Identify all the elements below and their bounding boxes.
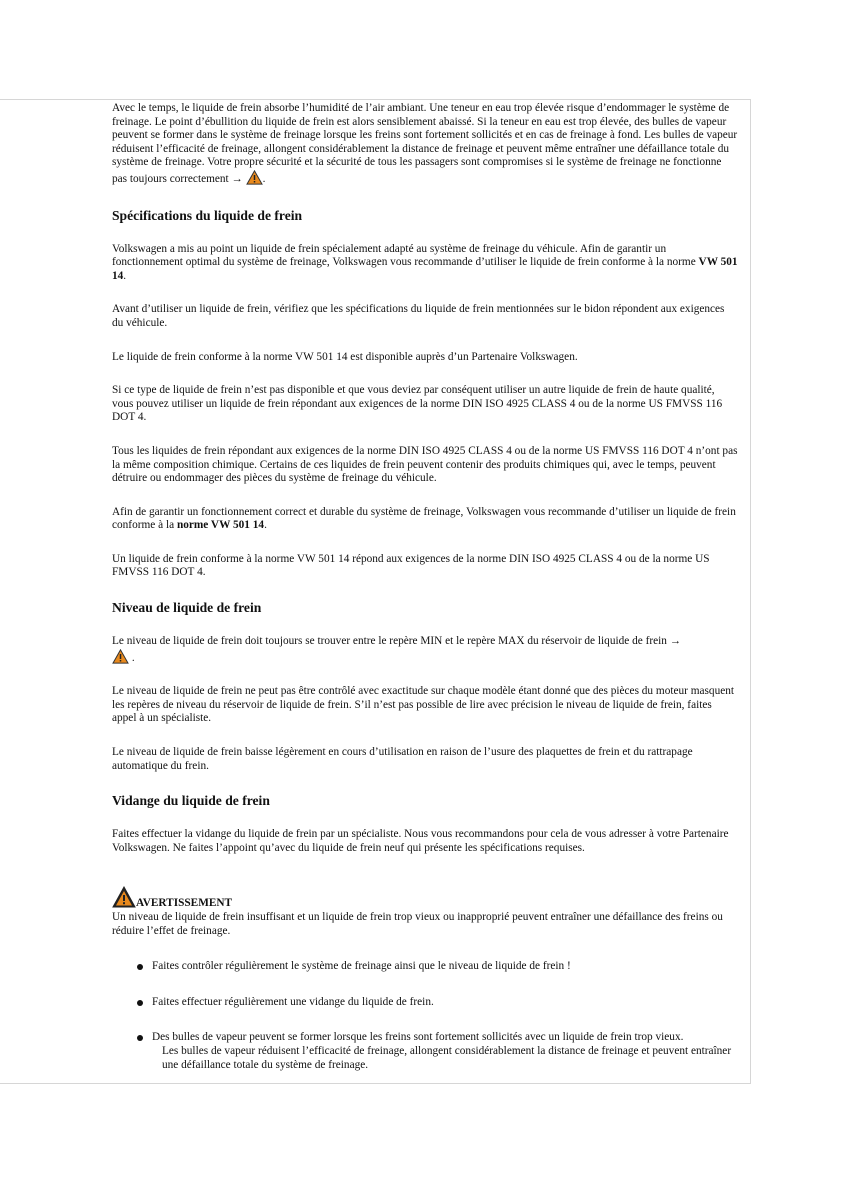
warning-list xyxy=(112,960,738,1072)
spec-heading: Spécifications du liquide de frein xyxy=(112,207,303,223)
level-paragraph: Le niveau de liquide de frein baisse légèrement en cours d’utilisation en raison de l’usure des plaquettes de frein et du rattrapage automatique du frein. xyxy=(112,746,693,772)
document-body xyxy=(112,102,738,1094)
spec-paragraph: Afin de garantir un fonctionnement correct et durable du système de freinage, Volkswagen vous recommande d’utiliser un liquide de frein conforme à la norme VW 501 14. xyxy=(112,505,736,532)
warning-text: Un niveau de liquide de frein insuffisant et un liquide de frein trop vieux ou inapproprié peuvent entraîner une défaillance des freins ou réduire l’effet de freinage. xyxy=(112,911,723,937)
level-heading: Niveau de liquide de frein xyxy=(112,600,262,616)
warning-triangle-icon[interactable] xyxy=(246,170,263,185)
warning-triangle-icon[interactable] xyxy=(112,649,129,664)
level-paragraph: Le niveau de liquide de frein doit toujours se trouver entre le repère MIN et le repère MAX du réservoir de liquide de frein → . xyxy=(112,635,682,664)
spec-paragraph: Avant d’utiliser un liquide de frein, vérifiez que les spécifications du liquide de frein mentionnées sur le bidon répondent aux exigences du véhicule. xyxy=(112,303,725,329)
bullet-icon xyxy=(137,1000,143,1006)
warning-header xyxy=(112,886,738,911)
list-item: Faites contrôler régulièrement le système de freinage ainsi que le niveau de liquide de frein ! xyxy=(112,960,738,974)
drain-heading: Vidange du liquide de frein xyxy=(112,793,270,809)
level-section xyxy=(112,600,738,773)
spec-paragraph: Le liquide de frein conforme à la norme VW 501 14 est disponible auprès d’un Partenaire Volkswagen. xyxy=(112,350,578,363)
spec-paragraph: Volkswagen a mis au point un liquide de frein spécialement adapté au système de freinage du véhicule. Afin de garantir un fonctionnement optimal du système de freinage, Volkswagen vous recommande d’utiliser le liquide de frein conforme à la norme VW 501 14. xyxy=(112,242,738,282)
drain-paragraph: Faites effectuer la vidange du liquide de frein par un spécialiste. Nous vous recommandons pour cela de vous adresser à votre Partenaire Volkswagen. Ne faites l’appoint qu’avec du liquide de frein neuf qui présente les spécifications requises. xyxy=(112,828,729,854)
spec-section xyxy=(112,208,738,581)
list-item: Faites effectuer régulièrement une vidange du liquide de frein. xyxy=(112,996,738,1010)
list-item: Des bulles de vapeur peuvent se former lorsque les freins sont fortement sollicités avec un liquide de frein trop vieux. Les bulles de vapeur réduisent l’efficacité de freinage, allongent considérablement la distance de freinage et peuvent entraîner une défaillance totale du système de freinage. xyxy=(112,1031,738,1072)
bullet-icon xyxy=(137,964,143,970)
warning-box xyxy=(112,886,738,1072)
level-paragraph: Le niveau de liquide de frein ne peut pas être contrôlé avec exactitude sur chaque modèle étant donné que des pièces du moteur masquent les repères de niveau du réservoir de liquide de frein. S’il n’est pas possible de lire avec précision le niveau de liquide de frein, faites appel à un spécialiste. xyxy=(112,685,735,725)
spec-paragraph: Si ce type de liquide de frein n’est pas disponible et que vous deviez par conséquent utiliser un autre liquide de frein de haute qualité, vous pouvez utiliser un liquide de frein répondant aux exigences de la norme DIN ISO 4925 CLASS 4 ou de la norme US FMVSS 116 DOT 4. xyxy=(112,384,723,424)
spec-paragraph: Tous les liquides de frein répondant aux exigences de la norme DIN ISO 4925 CLASS 4 ou de la norme US FMVSS 116 DOT 4 n’ont pas la même composition chimique. Certains de ces liquides de frein peuvent contenir des produits chimiques qui, avec le temps, peuvent détruire ou endommager des pièces du système de freinage du véhicule. xyxy=(112,444,738,485)
spec-paragraph: Un liquide de frein conforme à la norme VW 501 14 répond aux exigences de la norme DIN ISO 4925 CLASS 4 ou de la norme US FMVSS 116 DOT 4. xyxy=(112,552,710,579)
warning-title: AVERTISSEMENT xyxy=(136,897,233,910)
intro-paragraph: Avec le temps, le liquide de frein absorbe l’humidité de l’air ambiant. Une teneur en eau trop élevée risque d’endommager le système de freinage. Le point d’ébullition du liquide de frein est alors sensiblement abaissé. Si la teneur en eau est trop élevée, des bulles de vapeur peuvent se former dans le système de freinage lorsque les freins sont fortement sollicités et en cas de freinage à fond. Les bulles de vapeur réduisent l’efficacité de freinage, allongent considérablement la distance de freinage et peuvent même entraîner une défaillance totale du système de freinage. Votre propre sécurité et la sécurité de tous les passagers sont compromises si le système de freinage ne fonctionne pas toujours correctement → . xyxy=(112,102,738,185)
warning-triangle-icon xyxy=(112,886,136,908)
drain-section xyxy=(112,793,738,855)
bullet-icon xyxy=(137,1035,143,1041)
